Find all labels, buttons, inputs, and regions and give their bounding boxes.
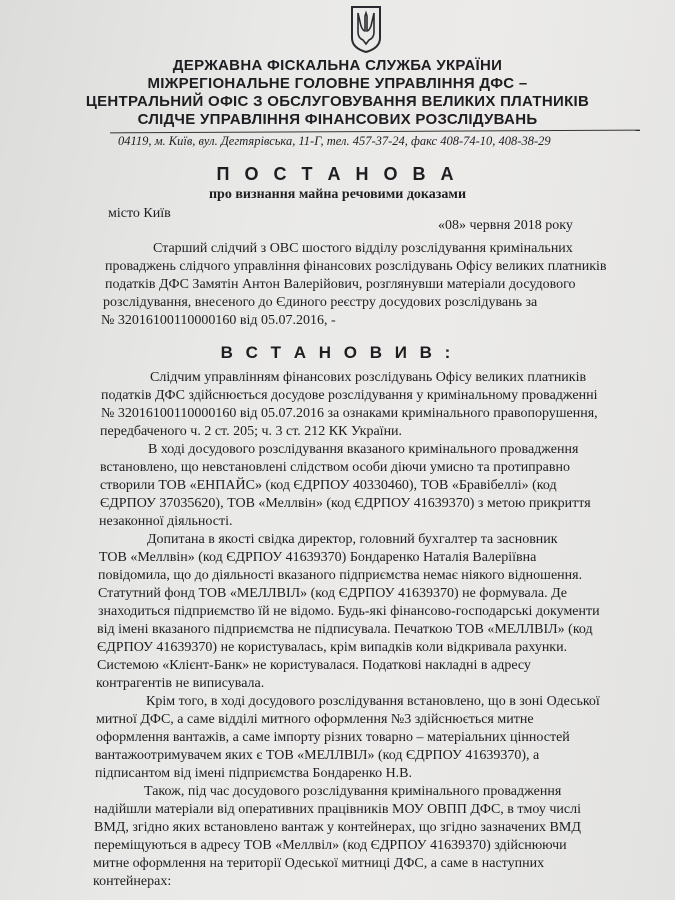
body-line: незаконної діяльності. (99, 514, 233, 529)
intro-line: № 32016100110000160 від 05.07.2016, - (101, 313, 336, 328)
document-city: місто Київ (108, 206, 171, 221)
header-divider (110, 130, 640, 134)
intro-line: розслідування, внесеного до Єдиного реєстру досудових розслідувань за (103, 295, 538, 310)
body-line: Системою «Клієнт-Банк» не користувалася. Податкові накладні в адресу (97, 658, 531, 673)
body-line: створили ТОВ «ЕНПАЙС» (код ЄДРПОУ 40330460), ТОВ «Бравібеллі» (код (100, 478, 557, 493)
body-line: ЄДРПОУ 41639370) не користувалась, крім випадків коли відкривала рахунки. (97, 640, 568, 655)
body-line: ТОВ «Меллвін» (код ЄДРПОУ 41639370) Бондаренко Наталія Валеріївна (99, 550, 537, 565)
body-line: оформлення вантажів, а саме імпорту різних товарно – матеріальних цінностей (96, 730, 570, 745)
body-line: надійшли матеріали від оперативних працівників МОУ ОВПП ДФС, в тмоу числі (94, 802, 581, 817)
body-line: Допитана в якості свідка директор, головний бухгалтер та засновник (147, 532, 558, 547)
document-subtitle: про визнання майна речовими доказами (208, 187, 467, 202)
body-line: знаходиться підприємство їй не відомо. Будь-які фінансово-господарські документи (98, 604, 600, 619)
intro-line: проваджень слідчого управління фінансових розслідувань Офісу великих платників (105, 259, 607, 274)
body-line: ЄДРПОУ 37035620), ТОВ «Меллвін» (код ЄДРПОУ 41639370) з метою прикриття (100, 496, 591, 511)
body-line: контрагентів не виписувала. (96, 676, 265, 691)
org-name-line-2: МІЖРЕГІОНАЛЬНЕ ГОЛОВНЕ УПРАВЛІННЯ ДФС – (147, 75, 528, 92)
body-line: від імені вказаного підприємства не підписувала. Печаткою ТОВ «МЕЛЛВІЛ» (код (97, 622, 593, 637)
body-line: контейнерах: (93, 874, 172, 889)
body-line: податків ДФС здійснюється досудове розслідування у кримінальному провадженні (101, 388, 598, 403)
org-name-line-1: ДЕРЖАВНА ФІСКАЛЬНА СЛУЖБА УКРАЇНИ (172, 57, 503, 74)
org-name-line-3: ЦЕНТРАЛЬНИЙ ОФІС З ОБСЛУГОВУВАННЯ ВЕЛИКИХ ПЛАТНИКІВ (85, 93, 590, 110)
section-heading: В С Т А Н О В И В : (220, 343, 455, 362)
document-title: П О С Т А Н О В А (216, 164, 459, 184)
body-line: переміщуються в адресу ТОВ «Меллвіл» (код ЄДРПОУ 41639370) здійснюючи (94, 838, 567, 853)
document-date: «08» червня 2018 року (438, 218, 573, 233)
intro-line: Старший слідчий з ОВС шостого відділу розслідування кримінальних (153, 241, 573, 256)
body-line: Статутний фонд ТОВ «МЕЛЛВІЛ» (код ЄДРПОУ 41639370) не формувала. Де (98, 586, 568, 601)
body-line: вантажоотримувачем яких є ТОВ «МЕЛЛВІЛ» (код ЄДРПОУ 41639370), а (95, 748, 540, 763)
org-address: 04119, м. Київ, вул. Дегтярівська, 11-Г, тел. 457-37-24, факс 408-74-10, 408-38-29 (118, 134, 551, 148)
body-line: Слідчим управлінням фінансових розслідувань Офісу великих платників (150, 370, 587, 385)
org-name-line-4: СЛІДЧЕ УПРАВЛІННЯ ФІНАНСОВИХ РОЗСЛІДУВАНЬ (137, 111, 538, 128)
body-line: ВМД, згідно яких встановлено вантаж у контейнерах, що згідно зазначених ВМД (94, 820, 581, 835)
body-line: Крім того, в ході досудового розслідування встановлено, що в зоні Одеської (146, 694, 600, 709)
body-line: Також, під час досудового розслідування кримінального провадження (144, 784, 562, 799)
body-line: повідомила, що до діяльності вказаного підприємства немає ніякого відношення. (98, 568, 583, 583)
intro-line: податків ДФС Замятін Антон Валерійович, розглянувши матеріали досудового (105, 277, 576, 292)
body-line: № 32016100110000160 від 05.07.2016 за ознаками кримінального правопорушення, (101, 406, 598, 421)
body-line: митне оформлення на території Одеської митниці ДФС, а саме в наступних (93, 856, 545, 871)
trident-emblem-icon (349, 4, 383, 54)
body-line: передбаченого ч. 2 ст. 205; ч. 3 ст. 212 КК України. (100, 424, 403, 439)
body-line: встановлено, що невстановлені слідством особи діючи умисно та протиправно (100, 460, 570, 475)
body-line: В ході досудового розслідування вказаного кримінального провадження (148, 442, 579, 457)
body-line: митної ДФС, а саме відділі митного оформлення №3 здійснюється митне (96, 712, 534, 727)
body-line: підписантом від імені підприємства Бондаренко Н.В. (95, 766, 413, 781)
